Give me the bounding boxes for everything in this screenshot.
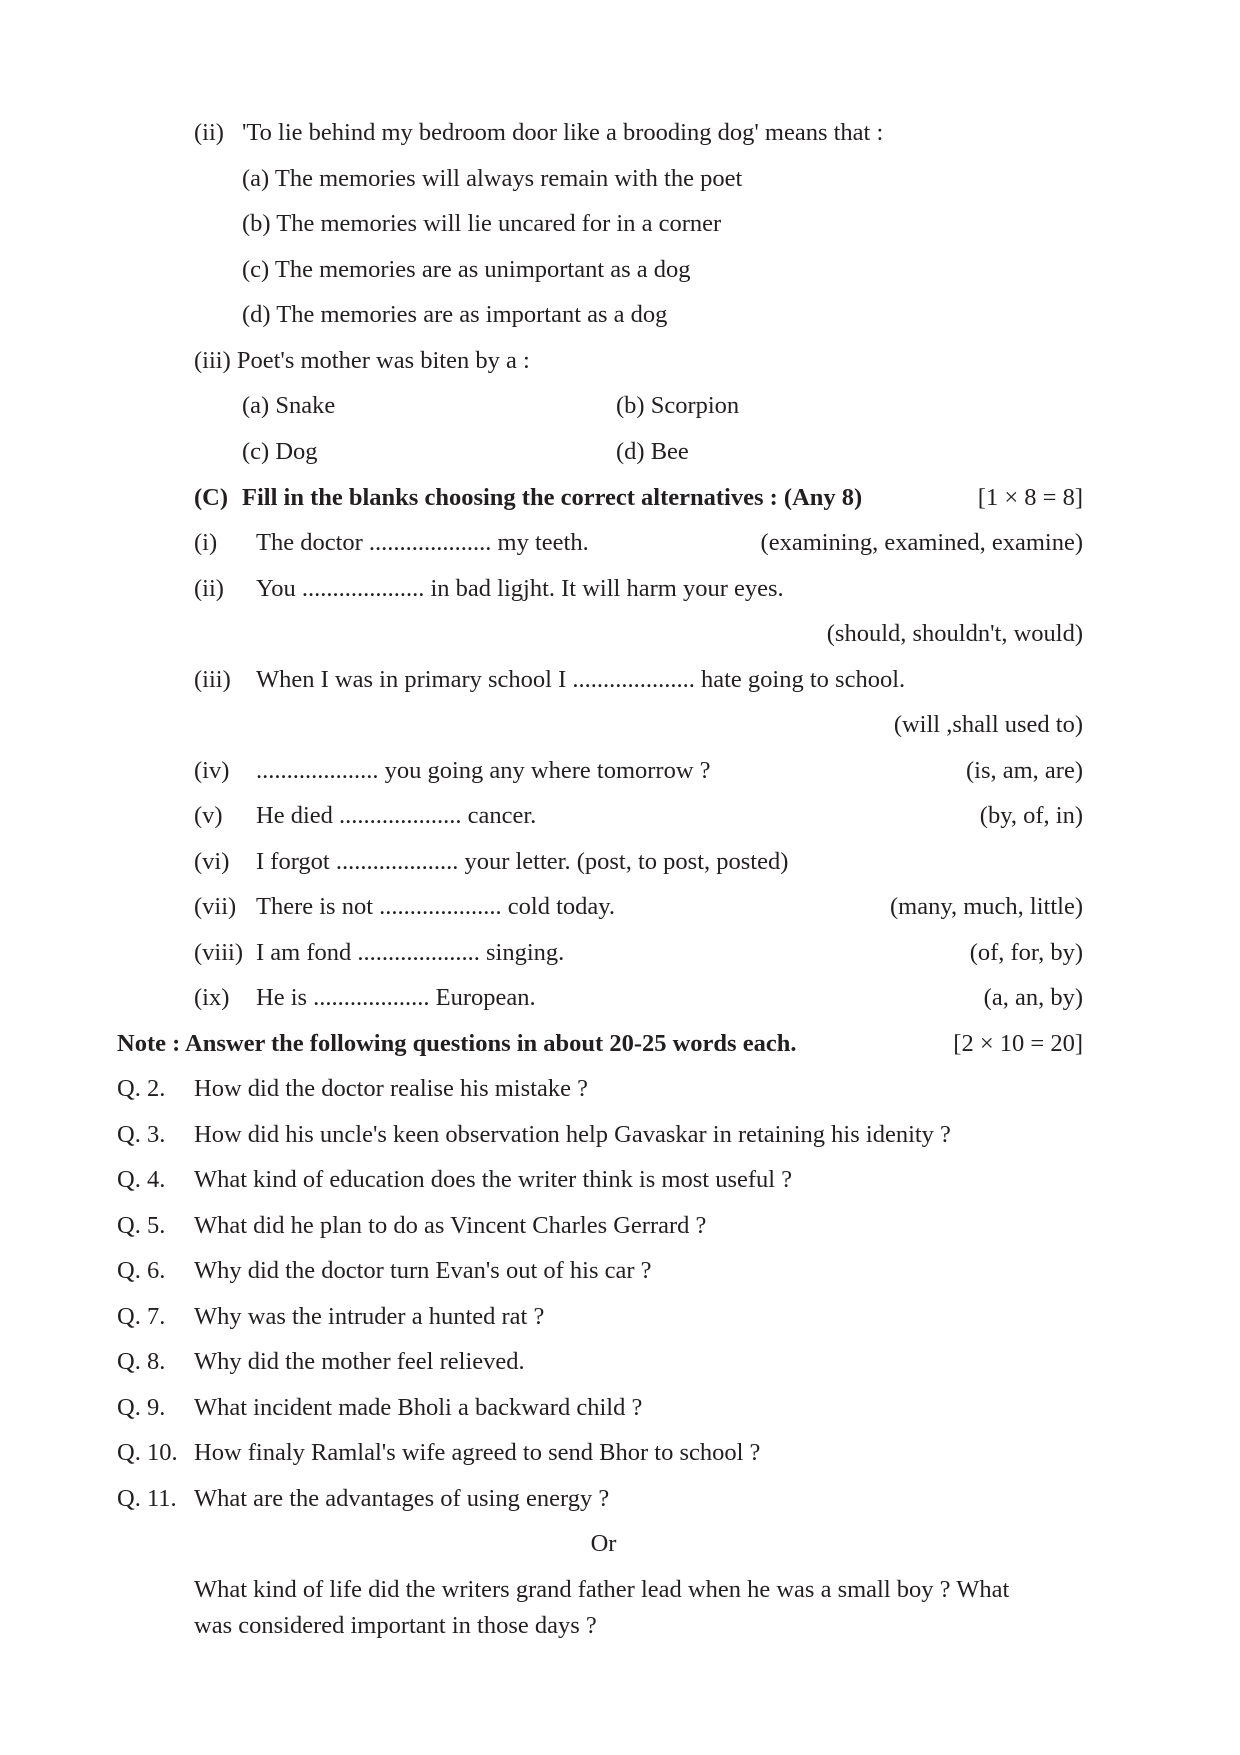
section-c-label: (C) bbox=[194, 484, 229, 511]
question-number: Q. 6. bbox=[117, 1257, 166, 1284]
question-number: Q. 7. bbox=[117, 1303, 166, 1330]
question-ii-number: (ii) bbox=[194, 119, 224, 146]
blank-item-number: (viii) bbox=[194, 939, 243, 966]
section-c-heading: Fill in the blanks choosing the correct alternatives : (Any 8) bbox=[242, 484, 863, 511]
blank-item-choices: (examining, examined, examine) bbox=[760, 529, 1083, 556]
blank-item-choices: (by, of, in) bbox=[979, 802, 1083, 829]
blank-item-number: (v) bbox=[194, 802, 223, 829]
option-dog: (c) Dog bbox=[242, 438, 318, 465]
option-scorpion: (b) Scorpion bbox=[616, 392, 740, 419]
question-text: Why was the intruder a hunted rat ? bbox=[194, 1303, 545, 1330]
question-text: What incident made Bholi a backward child ? bbox=[194, 1394, 643, 1421]
blank-item-number: (vi) bbox=[194, 848, 230, 875]
blank-item-number: (ix) bbox=[194, 984, 230, 1011]
blank-item-text: I am fond .................... singing. bbox=[256, 939, 565, 966]
question-number: Q. 10. bbox=[117, 1439, 178, 1466]
blank-item-number: (iii) bbox=[194, 666, 231, 693]
question-text: Why did the doctor turn Evan's out of his car ? bbox=[194, 1257, 652, 1284]
or-divider: Or bbox=[590, 1530, 617, 1557]
blank-item-text: The doctor .................... my teeth. bbox=[256, 529, 589, 556]
question-number: Q. 4. bbox=[117, 1166, 166, 1193]
question-text: How did his uncle's keen observation help Gavaskar in retaining his idenity ? bbox=[194, 1121, 951, 1148]
blank-item-number: (ii) bbox=[194, 575, 224, 602]
question-text: What are the advantages of using energy ? bbox=[194, 1485, 610, 1512]
blank-item-text: When I was in primary school I .................... hate going to school. bbox=[256, 666, 906, 693]
alt-question-line-1: What kind of life did the writers grand father lead when he was a small boy ? What bbox=[194, 1576, 1010, 1603]
blank-item-text: .................... you going any where tomorrow ? bbox=[256, 757, 711, 784]
option-bee: (d) Bee bbox=[616, 438, 689, 465]
blank-item-choices: (many, much, little) bbox=[890, 893, 1083, 920]
blank-item-number: (iv) bbox=[194, 757, 230, 784]
question-number: Q. 2. bbox=[117, 1075, 166, 1102]
note-heading: Note : Answer the following questions in about 20-25 words each. bbox=[117, 1030, 797, 1057]
blank-item-text: There is not .................... cold today. bbox=[256, 893, 616, 920]
alt-question-line-2: was considered important in those days ? bbox=[194, 1612, 597, 1639]
blank-item-choices: (is, am, are) bbox=[966, 757, 1083, 784]
question-ii-text: 'To lie behind my bedroom door like a brooding dog' means that : bbox=[242, 119, 884, 146]
blank-item-choices: (a, an, by) bbox=[983, 984, 1083, 1011]
option-a: (a) The memories will always remain with the poet bbox=[242, 165, 743, 192]
question-text: What did he plan to do as Vincent Charles Gerrard ? bbox=[194, 1212, 707, 1239]
question-number: Q. 3. bbox=[117, 1121, 166, 1148]
question-text: How finaly Ramlal's wife agreed to send Bhor to school ? bbox=[194, 1439, 761, 1466]
blank-item-number: (vii) bbox=[194, 893, 237, 920]
blank-item-number: (i) bbox=[194, 529, 218, 556]
question-text: Why did the mother feel relieved. bbox=[194, 1348, 525, 1375]
blank-item-choices: (should, shouldn't, would) bbox=[826, 620, 1083, 647]
option-d: (d) The memories are as important as a dog bbox=[242, 301, 668, 328]
blank-item-choices: (of, for, by) bbox=[969, 939, 1083, 966]
blank-item-text: He died .................... cancer. bbox=[256, 802, 537, 829]
section-c-marks: [1 × 8 = 8] bbox=[977, 484, 1083, 511]
option-c: (c) The memories are as unimportant as a dog bbox=[242, 256, 691, 283]
option-b: (b) The memories will lie uncared for in a corner bbox=[242, 210, 722, 237]
blank-item-choices: (will ,shall used to) bbox=[893, 711, 1083, 738]
blank-item-text: I forgot .................... your letter. (post, to post, posted) bbox=[256, 848, 789, 875]
blank-item-text: He is ................... European. bbox=[256, 984, 536, 1011]
question-number: Q. 5. bbox=[117, 1212, 166, 1239]
question-number: Q. 9. bbox=[117, 1394, 166, 1421]
note-marks: [2 × 10 = 20] bbox=[953, 1030, 1083, 1057]
question-text: How did the doctor realise his mistake ? bbox=[194, 1075, 588, 1102]
blank-item-text: You .................... in bad ligjht. It will harm your eyes. bbox=[256, 575, 784, 602]
option-snake: (a) Snake bbox=[242, 392, 336, 419]
question-text: What kind of education does the writer think is most useful ? bbox=[194, 1166, 793, 1193]
question-number: Q. 8. bbox=[117, 1348, 166, 1375]
question-number: Q. 11. bbox=[117, 1485, 177, 1512]
question-iii-text: (iii) Poet's mother was biten by a : bbox=[194, 347, 530, 374]
